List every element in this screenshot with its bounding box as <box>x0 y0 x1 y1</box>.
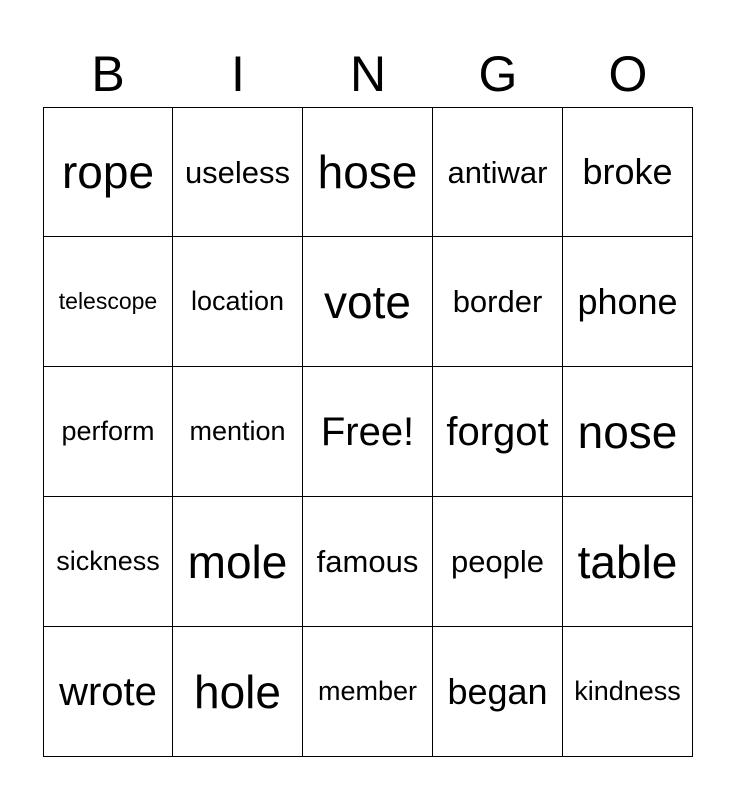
header-letter-b: B <box>91 46 125 102</box>
bingo-cell[interactable]: rope <box>43 107 173 237</box>
bingo-cell[interactable]: began <box>433 627 563 757</box>
bingo-cell[interactable]: nose <box>563 367 693 497</box>
free-space[interactable]: Free! <box>303 367 433 497</box>
bingo-cell[interactable]: border <box>433 237 563 367</box>
bingo-cell[interactable]: people <box>433 497 563 627</box>
header-letter-o: O <box>608 46 648 102</box>
bingo-cell[interactable]: wrote <box>43 627 173 757</box>
bingo-cell[interactable]: kindness <box>563 627 693 757</box>
header-letter-n: N <box>349 46 387 102</box>
header-letter-g: G <box>478 46 518 102</box>
bingo-cell[interactable]: member <box>303 627 433 757</box>
bingo-cell[interactable]: phone <box>563 237 693 367</box>
bingo-cell[interactable]: table <box>563 497 693 627</box>
bingo-cell[interactable]: telescope <box>43 237 173 367</box>
bingo-cell[interactable]: forgot <box>433 367 563 497</box>
bingo-cell[interactable]: hole <box>173 627 303 757</box>
bingo-cell[interactable]: sickness <box>43 497 173 627</box>
bingo-cell[interactable]: perform <box>43 367 173 497</box>
bingo-cell[interactable]: location <box>173 237 303 367</box>
bingo-cell[interactable]: hose <box>303 107 433 237</box>
bingo-cell[interactable]: vote <box>303 237 433 367</box>
bingo-cell[interactable]: broke <box>563 107 693 237</box>
header-letter-i: I <box>231 46 245 102</box>
bingo-board <box>43 107 693 757</box>
bingo-header <box>43 40 693 108</box>
bingo-cell[interactable]: useless <box>173 107 303 237</box>
bingo-cell[interactable]: antiwar <box>433 107 563 237</box>
bingo-cell[interactable]: mole <box>173 497 303 627</box>
bingo-cell[interactable]: mention <box>173 367 303 497</box>
bingo-cell[interactable]: famous <box>303 497 433 627</box>
